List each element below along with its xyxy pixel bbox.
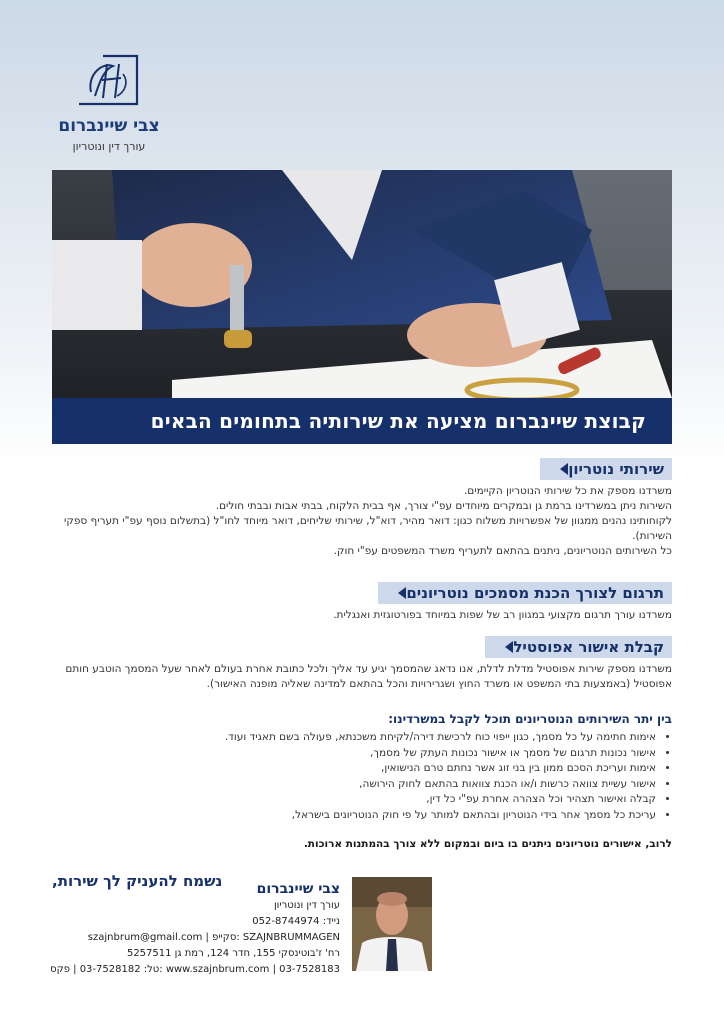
section-body-notary [52,484,672,559]
list-item: • אימות חתימה על כל מסמך, כגון ייפוי כוח לרכישת דירה/לקיחת משכנתא, פעולה בשם תאגיד ועוד. [56,730,656,746]
list-item: • עריכת כל מסמך אחר בידי הנוטריון ובהתאם למותר על פי חוק הנוטריונים בישראל, [56,808,656,824]
closing-text: נשמח להעניק לך שירות, [52,872,223,890]
contact-email[interactable]: SZAJNBRUMMAGEN :סקייפ | szajnbrum@gmail.com [87,932,340,943]
list-item: • אישור עשיית צוואה כרשות ו/או הכנת צוואות בהתאם לחוק הירושה, [56,777,656,793]
section-title: שירותי נוטריון [568,460,664,478]
banner [52,398,672,444]
hero-photo [52,170,672,398]
services-list [56,730,672,823]
section-body-translation [52,608,672,623]
arrow-left-icon [560,463,568,475]
arrow-left-icon [505,641,513,653]
list-item: • קבלה ואישור תצהיר וכל הצהרה אחרת עפ"י כל דין, [56,792,656,808]
paragraph: כל השירותים הנוטריונים, ניתנים בהתאם לתעריף משרד המשפטים עפ"י חוק. [333,545,672,557]
logo-monogram-icon [73,52,145,108]
logo-subtitle: עורך דין ונוטריון [72,140,146,153]
paragraph: משרדנו מספק את כל שירותי הנוטריון הקיימים. [463,485,672,497]
contact-block [50,880,340,978]
logo [44,52,174,153]
section-title: קבלת אישור אפוסטיל [513,638,664,656]
contact-title: עורך דין ונוטריון [273,900,340,911]
list-item: • אישור נכונות תרגום של מסמך או אישור נכונות העתק של מסמך, [56,746,656,762]
paragraph: השירות ניתן במשרדינו ברמת גן ובמקרים מיוחדים עפ"י צורך, אף בבית הלקוח, בבתי אבות ובבתי חולים. [215,500,672,512]
section-header-notary [540,458,672,480]
section-body-apostille [52,662,672,692]
contact-name: צבי שיינברום [256,881,340,897]
services-heading: בין יתר השירותים הנוטריונים תוכל לקבל במשרדינו: [388,712,672,726]
section-title: תרגום לצורך הכנת מסמכים נוטריונים [406,584,664,602]
contact-phone[interactable]: נייד: 052-8744974 [252,916,340,927]
section-header-translation [378,582,672,604]
logo-name: צבי שיינברום [58,116,160,136]
arrow-left-icon [398,587,406,599]
banner-title: קבוצת שיינברום מציעה את שירותיה בתחומים הבאים [150,409,646,433]
paragraph: משרדנו עורך תרגום מקצועי במגוון רב של שפות במיוחד בפורטוגזית ואנגלית. [333,609,672,621]
paragraph: משרדנו מספק שירות אפוסטיל מדלת לדלת, אנו נדאג שהמסמך יגיע עד אליך ולכל כתובת אחרת בעולם לאחר שעל המסמך הוטבע חותם אפוסטיל (באמצעות בתי המשפט או משרד החוץ ושגרירויות והכל בהתאם למדינה שאליה מופנה האישור). [65,663,672,690]
paragraph: לקוחותינו נהנים ממגוון של אפשרויות משלוח כגון: דואר מהיר, דוא"ל, שירותי שליחים, דואר מיוחד לחו"ל (בתשלום נוסף עפ"י תעריף ספקי השירות). [64,515,672,542]
contact-address: רח' ז'בוטינסקי 155, חדר 124, רמת גן 5257511 [126,948,340,959]
list-item: • אימות ועריכת הסכם ממון בין בני זוג אשר נחתם טרם הנישואין, [56,761,656,777]
section-header-apostille [485,636,672,658]
portrait-photo [352,877,432,971]
contact-web[interactable]: www.szajnbrum.com | 03-7528183 :טל: 03-7528182 | פקס [50,964,340,975]
note: לרוב, אישורים נוטריונים ניתנים בו ביום ובמקום ללא צורך בהמתנות ארוכות. [303,838,672,850]
